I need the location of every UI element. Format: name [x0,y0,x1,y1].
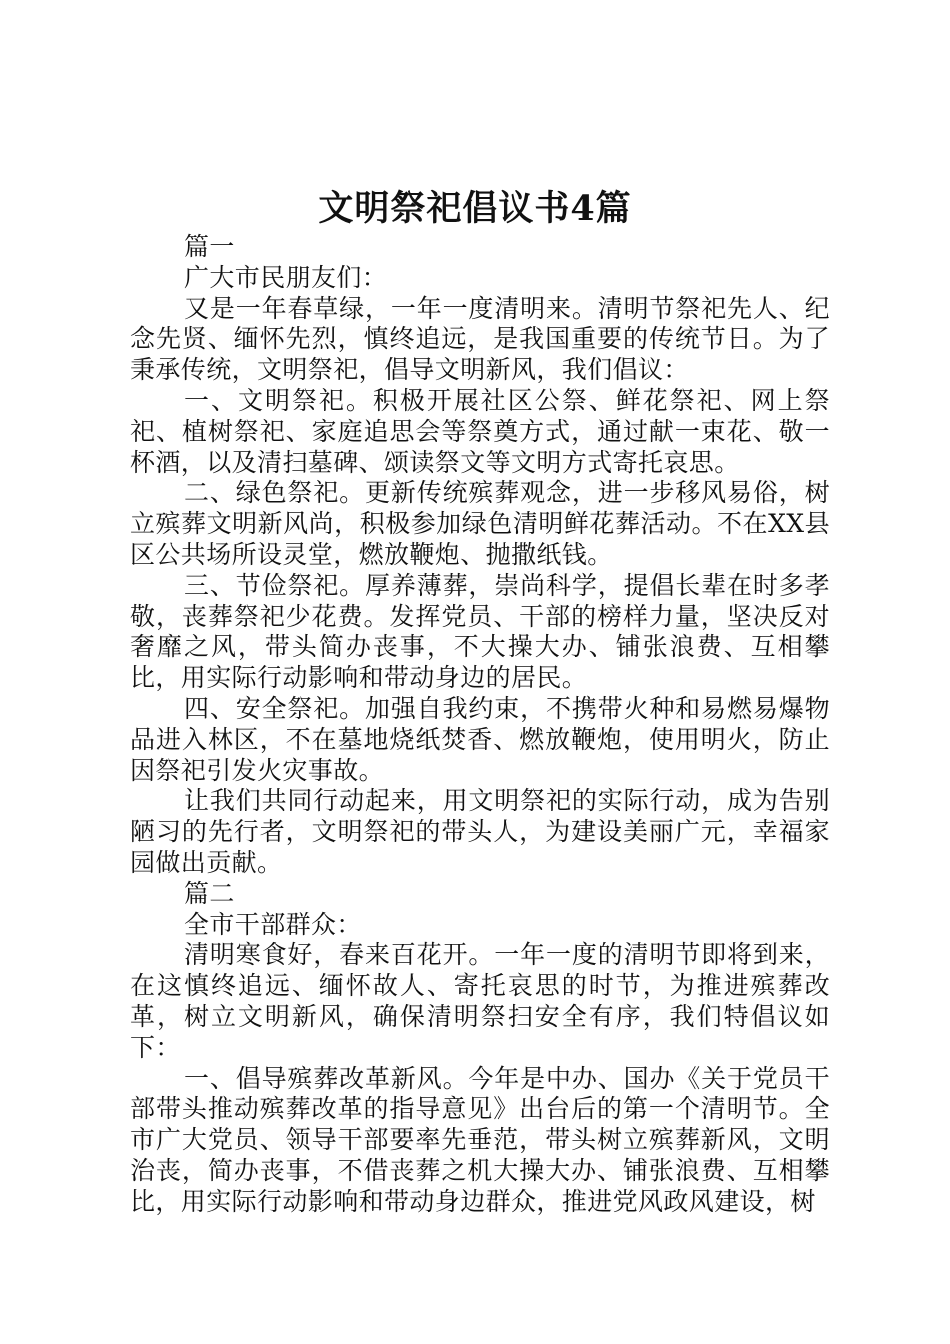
paragraph-item-2: 二、绿色祭祀。更新传统殡葬观念，进一步移风易俗，树立殡葬文明新风尚，积极参加绿色清明鲜花葬活动。不在XX县区公共场所设灵堂，燃放鞭炮、抛撒纸钱。 [130,478,830,569]
section-heading-2: 篇二 [184,878,235,908]
document-body [130,232,830,1218]
salutation-2: 全市干部群众： [184,909,362,939]
paragraph-item-2-1: 一、倡导殡葬改革新风。今年是中办、国办《关于党员干部带头推动殡葬改革的指导意见》出台后的第一个清明节。全市广大党员、领导干部要率先垂范，带头树立殡葬新风，文明治丧，简办丧事，不借丧葬之机大操大办、铺张浪费、互相攀比，用实际行动影响和带动身边群众，推进党风政风建设，树 [130,1063,830,1216]
paragraph-item-1: 一、文明祭祀。积极开展社区公祭、鲜花祭祀、网上祭祀、植树祭祀、家庭追思会等祭奠方式，通过献一束花、敬一杯酒，以及清扫墓碑、颂读祭文等文明方式寄托哀思。 [130,385,830,477]
paragraph-closing-1: 让我们共同行动起来，用文明祭祀的实际行动，成为告别陋习的先行者，文明祭祀的带头人，为建设美丽广元，幸福家园做出贡献。 [130,786,830,877]
section-heading-1: 篇一 [184,232,235,261]
paragraph-intro-2: 清明寒食好，春来百花开。一年一度的清明节即将到来，在这慎终追远、缅怀故人、寄托哀思的时节，为推进殡葬改革，树立文明新风，确保清明祭扫安全有序，我们特倡议如下： [130,940,830,1062]
document-title: 文明祭祀倡议书4篇 [318,188,632,229]
paragraph-item-3: 三、节俭祭祀。厚养薄葬，崇尚科学，提倡长辈在时多孝敬，丧葬祭祀少花费。发挥党员、干部的榜样力量，坚决反对奢靡之风，带头简办丧事，不大操大办、铺张浪费、互相攀比，用实际行动影响和带动身边的居民。 [130,570,830,693]
paragraph-item-4: 四、安全祭祀。加强自我约束，不携带火种和易燃易爆物品进入林区，不在墓地烧纸焚香、燃放鞭炮，使用明火，防止因祭祀引发火灾事故。 [130,693,830,785]
paragraph-intro-1: 又是一年春草绿，一年一度清明来。清明节祭祀先人、纪念先贤、缅怀先烈，慎终追远，是我国重要的传统节日。为了秉承传统，文明祭祀，倡导文明新风，我们倡议： [130,293,830,385]
salutation-1: 广大市民朋友们： [184,262,388,292]
